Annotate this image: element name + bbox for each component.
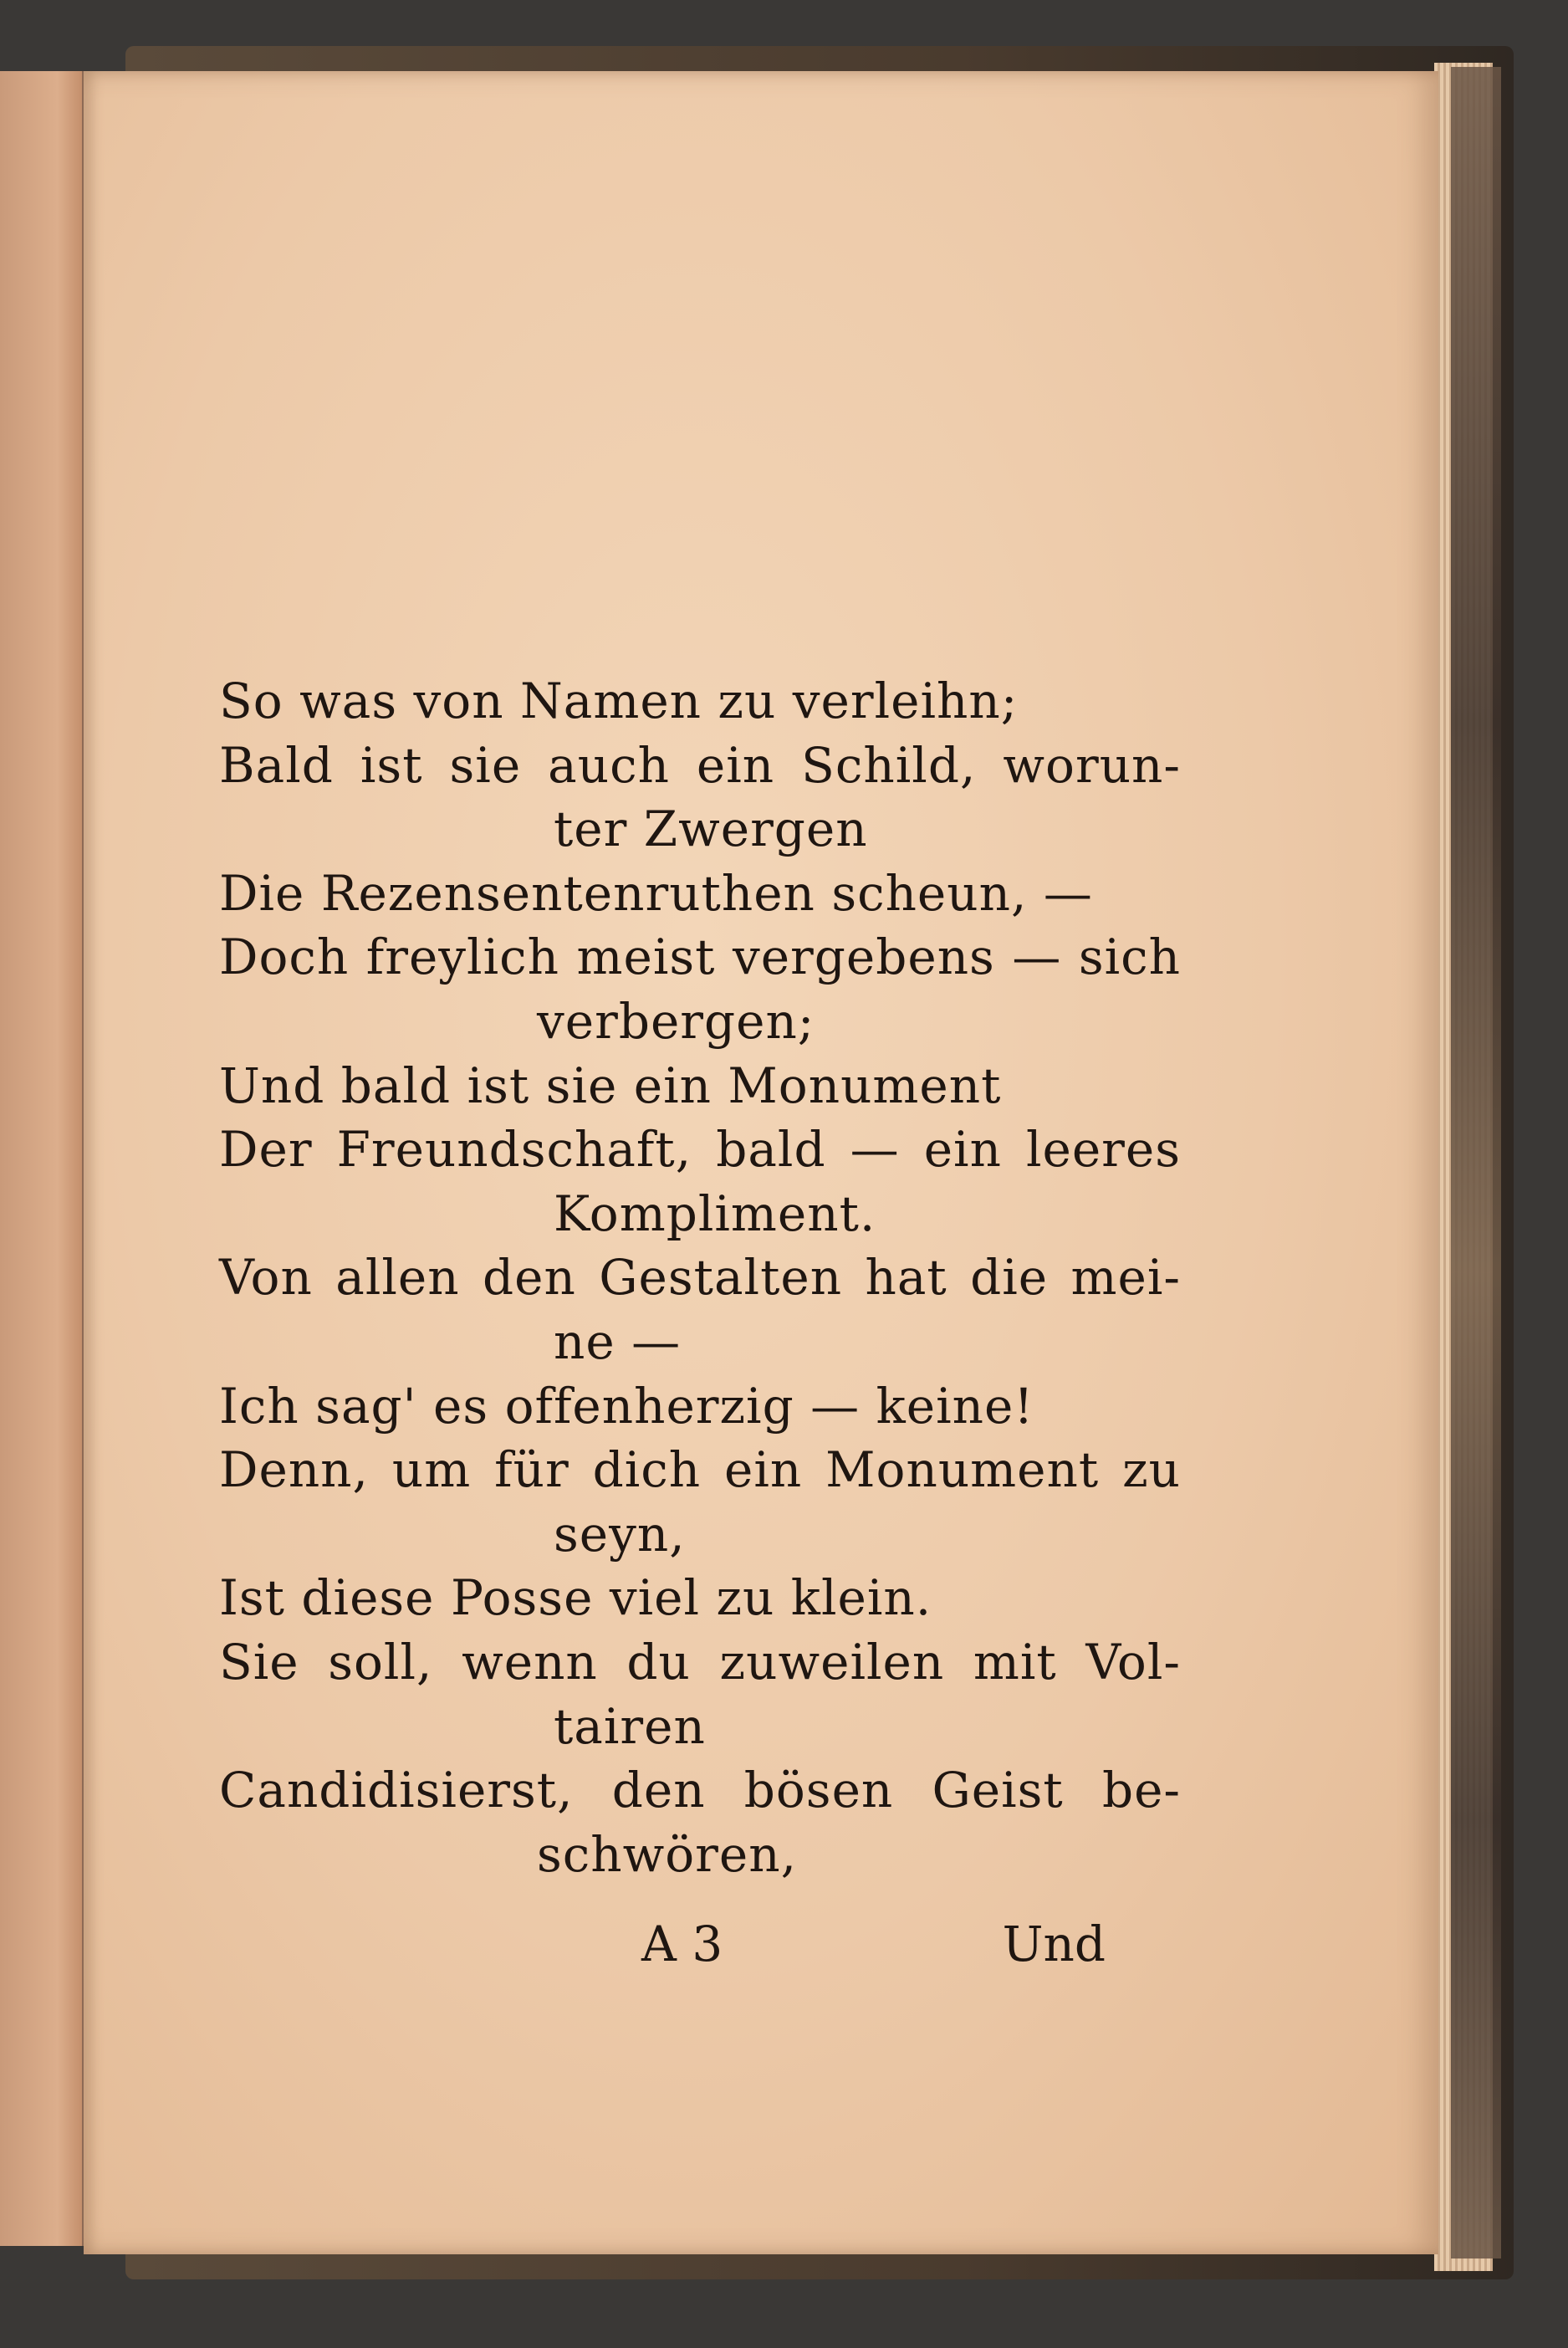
poem-line: Doch freylich meist vergebens — sich bbox=[219, 928, 1181, 986]
poem-line: Die Rezensentenruthen scheun, — bbox=[219, 864, 1093, 922]
left-page-edge bbox=[0, 71, 84, 2246]
poem-line-continuation: ne — bbox=[554, 1312, 682, 1370]
book-spine bbox=[1451, 67, 1501, 2258]
poem-line-continuation: ter Zwergen bbox=[554, 801, 868, 858]
signature-mark: A 3 bbox=[641, 1916, 723, 1972]
poem-line: Und bald ist sie ein Monument bbox=[219, 1056, 1002, 1114]
poem-line: Bald ist sie auch ein Schild, worun- bbox=[219, 736, 1181, 794]
catchword: Und bbox=[1002, 1916, 1106, 1972]
poem-line: So was von Namen zu verleihn; bbox=[219, 673, 1019, 729]
poem-line-continuation: schwören, bbox=[537, 1825, 798, 1883]
page-footer bbox=[219, 1916, 1181, 1982]
poem-text bbox=[219, 669, 1181, 1886]
poem-line-continuation: verbergen; bbox=[537, 992, 815, 1050]
poem-line: Von allen den Gestalten hat die mei- bbox=[219, 1249, 1181, 1307]
poem-line: Ich sag' es offenherzig — keine! bbox=[219, 1377, 1034, 1435]
poem-line: Denn, um für dich ein Monument zu bbox=[219, 1441, 1181, 1499]
poem-line-continuation: Kompliment. bbox=[554, 1184, 876, 1242]
poem-line: Sie soll, wenn du zuweilen mit Vol- bbox=[219, 1633, 1181, 1691]
poem-line: Ist diese Posse viel zu klein. bbox=[219, 1569, 932, 1627]
poem-line: Der Freundschaft, bald — ein leeres bbox=[219, 1121, 1181, 1179]
poem-line-continuation: seyn, bbox=[554, 1505, 686, 1563]
poem-line-continuation: tairen bbox=[554, 1697, 706, 1755]
poem-line: Candidisierst, den bösen Geist be- bbox=[219, 1762, 1181, 1819]
